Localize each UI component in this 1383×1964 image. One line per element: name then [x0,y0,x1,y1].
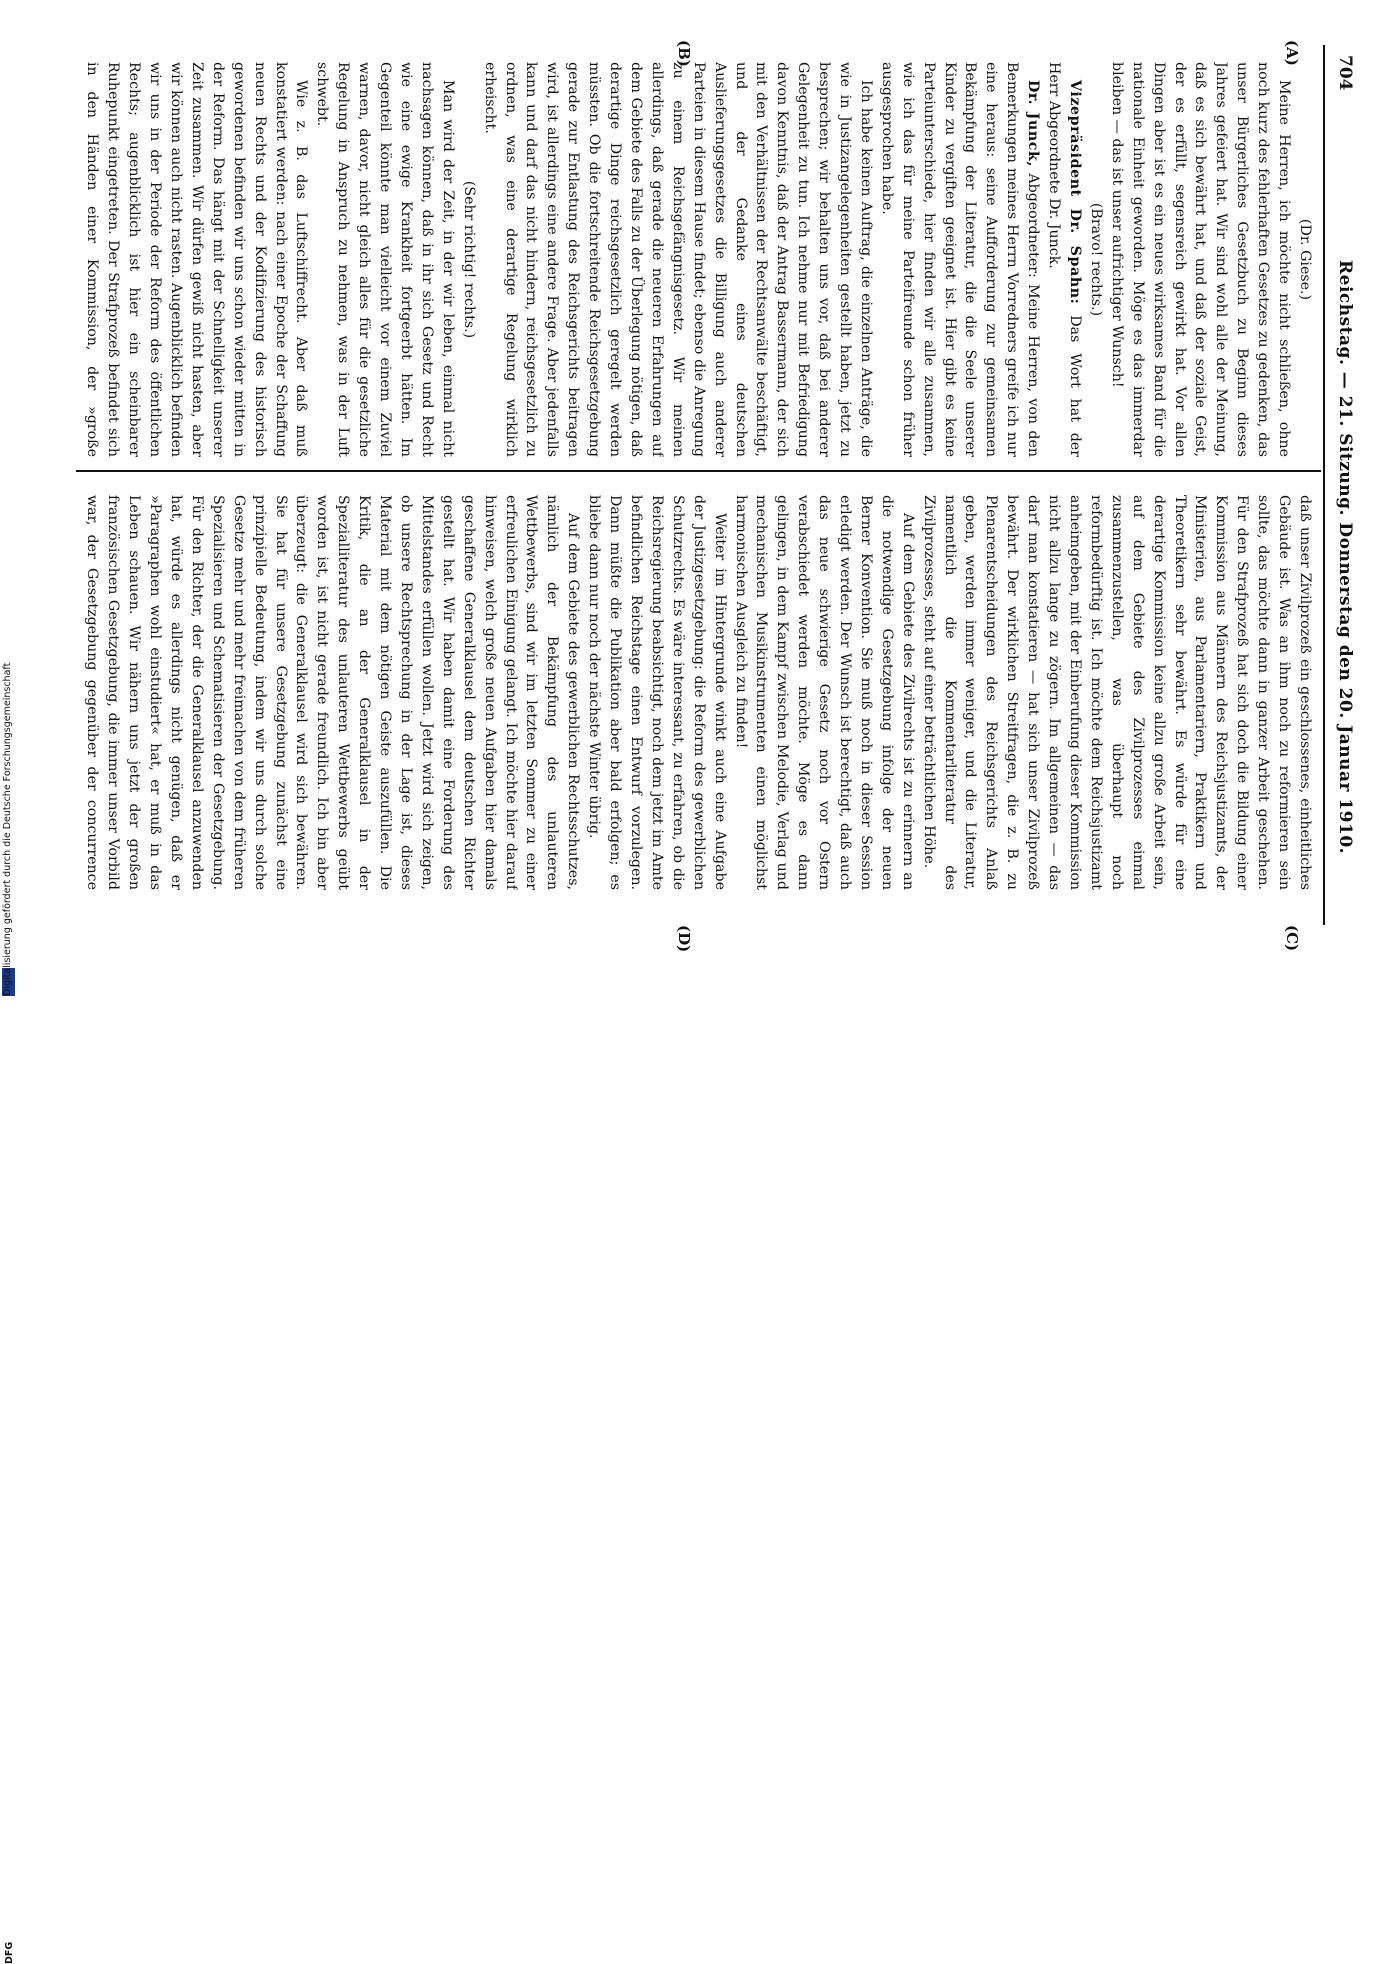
paragraph [1106,62,1294,457]
digitization-credit [0,0,18,1964]
paragraph-text: (Dr. Giese.) [1297,218,1313,301]
paragraph [730,495,918,890]
paragraph [80,495,583,890]
paragraph-text: (Bravo! rechts.) [1087,202,1104,317]
paragraph-text: Ich habe keinen Auftrag, die einzelnen Anträge, die wie in Justizangelegenheiten gestellt haben, jetzt zu besprechen; wir behalten uns vor, daß bei anderer Gelegenheit zu tun. Ich nehme nur mit Befriedigung davon Kenntnis, daß der Antrag Bassermann, der sich mit den Verhältnissen der Rechtsanwälte beschäftigt, und der Gedanke eines deutschen Auslieferungsgesetzes die Billigung auch anderer Parteien in diesem Hause findet; ebenso die Anregung zu einem Reichsgefängnisgesetz. Wir meinen allerdings, daß gerade die neueren Erfahrungen auf dem Gebiete des Falls zu der Überlegung nötigen, daß derartige Dinge reichsgesetzlich geregelt werden müssten. Ob die fortschreitende Reichsgesetzgebung gerade zur Entlastung des Reichsgerichts beitragen wird, ist allerdings eine andere Frage. Aber jedenfalls kann und darf das nicht hindern, reichsgesetzlich zu ordnen, was eine derartige Regelung wirklich erheischt. [481,62,874,457]
page-header [1325,0,1365,1000]
paragraph-text: Auf dem Gebiete des Zivilrechts ist zu erinnern an die notwendige Gesetzgebung infolge der neuen Berner Konvention. Sie muß noch in dieser Session erledigt werden. Der Wunsch ist berechtigt, daß auch das neue schwierige Gesetz noch vor Ostern verabschiedet werden möchte. Möge es dann gelingen, in dem Kampf zwischen Melodie, Verlag und mechanischen Musikinstrumenten einen möglichst harmonischen Ausgleich zu finden! [732,495,916,890]
paragraph-text: daß unser Zivilprozeß ein geschlossenes, einheitliches Gebäude ist. Was an ihm noch zu reformieren sein sollte, das möchte dann in ganzer Arbeit geschehen. Für den Strafprozeß hat sich doch die Bildung einer Kommission aus Männern des Reichsjustizamts, der Ministerien, aus Parlamentariern, Praktikern und Theoretikern sehr bewährt. Es würde für eine derartige Kommission keine allzu große Arbeit sein, auf dem Gebiete des Zivilprozesses einmal zusammenzustellen, was überhaupt noch reformbedürftig ist. Ich möchte dem Reichsjustizamt anheimgeben, mit der Einberufung dieser Kommission nicht allzu lange zu zögern. Im allgemeinen — das darf man konstatieren — hat sich unser Zivilprozeß bewährt. Der wirklichen Streitfragen, die z. B. zu Plenarentscheidungen des Reichsgerichts Anlaß geben, werden immer weniger, und die Literatur, namentlich die Kommentarliteratur des Zivilprozesses, steht auf einer beträchtlichen Höhe. [920,495,1313,890]
margin-marker-c: (C) [1283,925,1301,952]
running-title: Reichstag. — 21. Sitzung. Donnerstag den 20. Januar 1910. [1335,260,1355,855]
stage-direction [458,62,479,457]
speaker-name: Dr. Junck, [1025,80,1042,167]
paragraph-text: Abgeordneter: Meine Herren, von den Bemerkungen meines Herrn Vorredners greife ich nur eine heraus: seine Aufforderung zur gemeinsamen Bekämpfung der Literatur, die die Seele unserer Kinder zu vergiften geeignet ist. Hier gibt es keine Parteiunterschiede, hier finden wir alle zusammen, wie ich das für meine Parteifreunde schon früher ausgesprochen habe. [878,62,1042,457]
margin-marker-d: (D) [675,925,693,953]
paragraph [876,62,1043,457]
column-divider [76,470,1321,472]
credit-text: Digitalisierung gefördert durch die Deutsche Forschungsgemeinschaft [2,662,13,996]
paragraph [583,495,729,890]
paragraph [1043,62,1085,457]
stage-direction [1294,62,1315,457]
right-text-column [80,495,1315,890]
margin-marker-a: (A) [1283,40,1301,66]
speaker-name: Vizepräsident Dr. Spahn: [1067,80,1084,305]
paragraph-text: Man wird der Zeit, in der wir leben, einmal nicht nachsagen können, daß in ihr sich Gesetz und Recht wie eine ewige Krankheit fortgeerbt hätten. Im Gegenteil könnte man vielleicht vor einem Zuviel warnen, davor, nicht gleich alles für die gesetzliche Regelung in Anspruch zu nehmen, was in der Luft schwebt. [314,62,456,457]
header-rule [1323,45,1325,925]
page-number: 704 [1335,55,1355,91]
paragraph-text: Das Wort hat der Herr Abgeordnete Dr. Junck. [1046,62,1084,457]
left-text-column [80,62,1315,457]
paragraph-text: Auf dem Gebiete des gewerblichen Rechtsschutzes, nämlich der Bekämpfung des unlauteren Wettbewerbs, sind wir im letzten Sommer zu einer erfreulichen Einigung gelangt. Ich möchte hier darauf hinweisen, welch große neuen Aufgaben hier damals geschaffene Generalklausel dem deutschen Richter gestellt hat. Wir haben damit eine Forderung des Mittelstandes erfüllen wollen. Jetzt wird sich zeigen, ob unsere Rechtsprechung in der Lage ist, dieses Material mit dem nötigen Geiste auszufüllen. Die Kritik, die an der Generalklausel in der Spezialliteratur des unlauteren Wettbewerbs geübt worden ist, ist nicht gerade freundlich. Ich bin aber überzeugt: die Generalklausel wird sich bewähren. Sie hat für unsere Gesetzgebung zunächst eine prinzipielle Bedeutung, indem wir uns durch solche Gesetze mehr und mehr freimachen von dem früheren Spezialisieren und Schematisieren der Gesetzgebung. Für den Richter, der die Generalklausel anzuwenden hat, würde es allerdings nicht genügen, daß er »Paragraphen wohl einstudiert« hat, er muß in das Leben schauen. Wir nähern uns jetzt der großen französischen Gesetzgebung, die immer unser Vorbild war, der Gesetzgebung gegenüber der concurrence [84,495,582,890]
paragraph-text: (Sehr richtig! rechts.) [460,180,477,339]
paragraph-text: Weiter im Hintergrunde winkt auch eine Aufgabe der Justizgesetzgebung: die Reform des gewerblichen Schutzrechts. Es wäre interessant, zu erfahren, ob die Reichsregierung beabsichtigt, noch dem jetzt im Amte befindlichen Reichstage einen Entwurf vorzulegen. Dann müßte die Publikation aber bald erfolgen; es bliebe dann nur noch der nächste Winter übrig. [586,495,728,890]
paragraph-text: Meine Herren, ich möchte nicht schließen, ohne noch kurz des fehlerhaften Gesetzes zu gedenken, das unser Bürgerliches Gesetzbuch zu Beginn dieses Jahres gefeiert hat. Wir sind wohl alle der Meinung, daß es sich bewährt hat, und daß der soziale Geist, der es erfüllt, segensreich gewirkt hat. Vor allen Dingen aber ist es ein neues wirksames Band für die nationale Einheit geworden. Möge es das immerdar bleiben — das ist unser aufrichtiger Wunsch! [1108,62,1293,457]
paragraph-text: Wie z. B. das Luftschiffrecht. Aber daß muß konstatiert werden: nach einer Epoche der Schaffung neuen Rechts und der Kodifizierung des historisch gewordenen befinden wir uns schon wieder mitten in der Reform. Das hängt mit der Schnelligkeit unserer Zeit zusammen. Wir dürfen gewiß nicht hasten, aber wir können auch nicht rasten. Augenblicklich befinden wir uns in der Periode der Reform des öffentlichen Rechts; augenblicklich ist hier ein scheinbarer Ruhepunkt eingetreten. Der Strafprozeß befindet sich in den Händen einer Kommission, der »große [84,62,310,457]
margin-marker-b: (B) [675,40,693,67]
paragraph [479,62,876,457]
dfg-logo: DFG [2,968,15,996]
stage-direction [1085,62,1106,457]
paragraph [80,62,312,457]
paragraph [312,62,458,457]
paragraph [918,495,1315,890]
